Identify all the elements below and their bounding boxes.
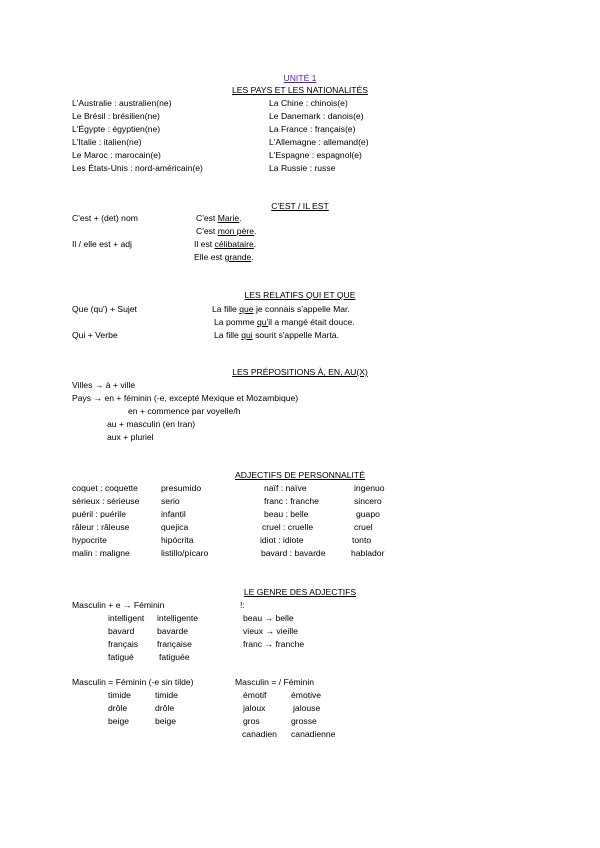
section-title-adjectifs-personnalite: ADJECTIFS DE PERSONNALITÉ — [235, 470, 365, 480]
adjective-feminin: canadienne — [291, 729, 336, 739]
adjective-fr: naïf : naïve — [264, 483, 307, 493]
adjective-fr: franc : franche — [264, 496, 319, 506]
country-left-4: L'Italie : italien(ne) — [72, 137, 142, 147]
adjective-es: infantil — [161, 509, 186, 519]
adjective-feminin: fatiguée — [159, 652, 190, 662]
adjective-feminin: intelligente — [157, 613, 199, 623]
adjective-masculin: canadien — [242, 729, 277, 739]
adjective-fr: puéril : puérile — [72, 509, 126, 519]
adjective-feminin: beige — [155, 716, 177, 726]
section-title-prepositions: LES PRÉPOSITIONS À, EN, AU(X) — [232, 367, 368, 377]
country-right-6: La Russie : russe — [269, 163, 336, 173]
unit-title[interactable]: UNITÉ 1 — [283, 73, 317, 83]
adjective-masculin: émotif — [243, 690, 267, 700]
adjective-feminin: française — [157, 639, 192, 649]
adjective-fr: beau : belle — [264, 509, 309, 519]
adjective-es: hablador — [351, 548, 385, 558]
preposition-line: aux + pluriel — [107, 432, 154, 442]
country-right-1: La Chine : chinois(e) — [269, 98, 348, 108]
example-line: Il est célibataire. — [194, 239, 257, 249]
adjective-es: ingenuo — [354, 483, 385, 493]
example-line: C'est Marie. — [196, 213, 242, 223]
adjective-fr: râleur : râleuse — [72, 522, 130, 532]
preposition-line: au + masculin (en Iran) — [107, 419, 196, 429]
country-left-6: Les États-Unis : nord-américain(e) — [72, 163, 203, 173]
adjective-es: serio — [161, 496, 180, 506]
adjective-fr: bavard : bavarde — [261, 548, 326, 558]
rule-que: Que (qu') + Sujet — [72, 304, 137, 314]
adjective-masculin: fatigué — [108, 652, 134, 662]
example-line: La fille que je connais s'appelle Mar. — [212, 304, 350, 314]
irregular-adjective: vieux → vieille — [243, 626, 298, 636]
irregular-adjective: franc → franche — [243, 639, 305, 649]
adjective-masculin: jaloux — [243, 703, 266, 713]
adjective-masculin: bavard — [108, 626, 135, 636]
example-line: La fille qui sourit s'appelle Marta. — [214, 330, 339, 340]
rule-masculin-egal: Masculin = Féminin (-e sin tilde) — [72, 677, 194, 687]
adjective-es: quejica — [161, 522, 189, 532]
adjective-feminin: timide — [155, 690, 178, 700]
rule-il-est: Il / elle est + adj — [72, 239, 132, 249]
example-line: C'est mon père. — [196, 226, 257, 236]
example-line: Elle est grande. — [194, 252, 254, 262]
country-right-3: La France : français(e) — [269, 124, 356, 134]
adjective-fr: coquet : coquette — [72, 483, 138, 493]
adjective-es: cruel — [354, 522, 373, 532]
adjective-fr: malin : maligne — [72, 548, 130, 558]
preposition-line: Villes → à + ville — [72, 380, 136, 390]
section-title-relatifs: LES RELATIFS QUI ET QUE — [244, 290, 356, 300]
country-left-5: Le Maroc : marocain(e) — [72, 150, 161, 160]
adjective-fr: sérieux : sérieuse — [72, 496, 140, 506]
rule-masculin-different: Masculin = / Féminin — [235, 677, 315, 687]
adjective-es: listillo/pícaro — [161, 548, 209, 558]
adjective-feminin: drôle — [155, 703, 175, 713]
country-right-4: L'Allemagne : allemand(e) — [269, 137, 369, 147]
rule-cest: C'est + (det) nom — [72, 213, 138, 223]
section-title-cest: C'EST / IL EST — [271, 201, 329, 211]
adjective-feminin: grosse — [291, 716, 317, 726]
country-left-2: Le Brésil : brésilien(ne) — [72, 111, 160, 121]
adjective-es: presumido — [161, 483, 202, 493]
adjective-fr: cruel : cruelle — [262, 522, 314, 532]
adjective-masculin: français — [108, 639, 139, 649]
adjective-feminin: émotive — [291, 690, 322, 700]
example-line: La pomme qu'il a mangé était douce. — [214, 317, 355, 327]
adjective-es: guapo — [356, 509, 380, 519]
adjective-fr: hypocrite — [72, 535, 107, 545]
preposition-line: en + commence par voyelle/h — [128, 406, 241, 416]
section-title-pays: LES PAYS ET LES NATIONALITÉS — [232, 85, 368, 95]
adjective-masculin: drôle — [108, 703, 128, 713]
adjective-es: hipócrita — [161, 535, 194, 545]
preposition-line: Pays → en + féminin (-e, excepté Mexique et Mozambique) — [72, 393, 299, 403]
country-right-2: Le Danemark : danois(e) — [269, 111, 364, 121]
rule-qui: Qui + Verbe — [72, 330, 118, 340]
country-left-3: L'Égypte : égyptien(ne) — [72, 124, 161, 134]
country-left-1: L'Australie : australien(ne) — [72, 98, 172, 108]
adjective-fr: idiot : idiote — [260, 535, 304, 545]
adjective-feminin: bavarde — [157, 626, 189, 636]
adjective-masculin: intelligent — [108, 613, 145, 623]
rule-masculin-e: Masculin + e → Féminin — [72, 600, 165, 610]
irregular-mark: !: — [240, 600, 245, 610]
adjective-feminin: jalouse — [293, 703, 321, 713]
adjective-masculin: timide — [108, 690, 131, 700]
adjective-masculin: beige — [108, 716, 130, 726]
irregular-adjective: beau → belle — [243, 613, 294, 623]
section-title-genre: LE GENRE DES ADJECTIFS — [243, 587, 357, 597]
adjective-es: sincero — [354, 496, 382, 506]
country-right-5: L'Espagne : espagnol(e) — [269, 150, 362, 160]
adjective-masculin: gros — [243, 716, 260, 726]
adjective-es: tonto — [352, 535, 372, 545]
